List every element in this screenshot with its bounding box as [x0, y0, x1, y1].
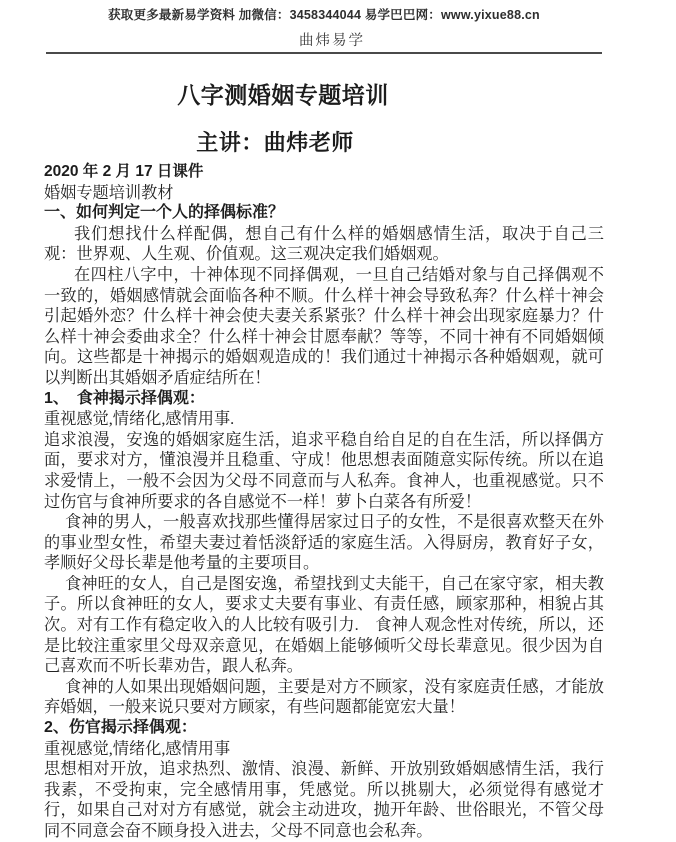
page-content — [44, 8, 604, 842]
paragraph: 食神的人如果出现婚姻问题，主要是对方不顾家，没有家庭责任感，才能放弃婚姻，一般来说只要对方顾家，有些问题都能宽宏大量！ — [44, 677, 604, 717]
section-heading: 一、如何判定一个人的择偶标准？ — [44, 204, 285, 222]
paragraph: 婚姻专题培训教材 — [44, 183, 174, 202]
paragraph: 重视感觉,情绪化,感情用事 — [44, 739, 231, 758]
document-body — [44, 183, 604, 842]
section-heading: 1、 食神揭示择偶观： — [44, 389, 205, 407]
header-divider-rule — [46, 52, 602, 54]
section-heading: 2、伤官揭示择偶观： — [44, 719, 197, 737]
paragraph: 食神的男人，一般喜欢找那些懂得居家过日子的女性，不是很喜欢整天在外的事业型女性，希望夫妻过着恬淡舒适的家庭生活。入得厨房，教育好子女，孝顺好父母长辈是他考量的主要项目。 — [44, 513, 604, 573]
promo-header-line: 获取更多最新易学资料 加微信：3458344044 易学巴巴网：www.yixue88.cn — [108, 8, 540, 22]
paragraph: 我们想找什么样配偶，想自己有什么样的婚姻感情生活，取决于自己三观：世界观、人生观、价值观。这三观决定我们婚姻观。 — [44, 224, 604, 264]
document-title: 八字测婚姻专题培训 — [177, 83, 389, 108]
date-line: 2020 年 2 月 17 日课件 — [44, 163, 204, 180]
paragraph: 重视感觉,情绪化,感情用事. — [44, 410, 235, 429]
document-subtitle: 主讲：曲炜老师 — [196, 130, 354, 155]
document-page — [0, 8, 676, 840]
paragraph: 在四柱八字中，十神体现不同择偶观，一旦自己结婚对象与自己择偶观不一致的，婚姻感情就会面临各种不顺。什么样十神会导致私奔？什么样十神会引起婚外恋？什么样十神会使夫妻关系紧张？什么样十神会出现家庭暴力？什么样十神会委曲求全？什么样十神会甘愿奉献？等等，不同十神有不同婚姻倾向。这些都是十神揭示的婚姻观造成的！我们通过十神揭示各种婚姻观，就可以判断出其婚姻矛盾症结所在！ — [44, 265, 604, 387]
paragraph: 思想相对开放，追求热烈、激情、浪漫、新鲜、开放别致婚姻感情生活，我行我素，不受拘束，完全感情用事，凭感觉。所以挑剔大，必须觉得有感觉才行，如果自己对对方有感觉，就会主动进攻，抛开年龄、世俗眼光，不管父母同不同意会奋不顾身投入进去，父母不同意也会私奔。 — [44, 760, 604, 840]
paragraph: 食神旺的女人，自己是图安逸，希望找到丈夫能干，自己在家守家，相夫教子。所以食神旺的女人，要求丈夫要有事业、有责任感，顾家那种，相貌占其次。对有工作有稳定收入的人比较有吸引力. 食神人观念性对传统，所以，还是比较注重家里父母双亲意见，在婚姻上能够倾听父母长辈意见。很少因为自己喜欢而不听长辈劝告，跟人私奔。 — [44, 574, 604, 676]
paragraph: 追求浪漫，安逸的婚姻家庭生活，追求平稳自给自足的自在生活，所以择偶方面，要求对方，懂浪漫并且稳重、守成！他思想表面随意实际传统。所以在追求爱情上，一般不会因为父母不同意而与人私奔。食神人，也重视感觉。只不过伤官与食神所要求的各自感觉不一样！萝卜白菜各有所爱！ — [44, 430, 604, 511]
brand-header-line: 曲炜易学 — [299, 33, 365, 49]
